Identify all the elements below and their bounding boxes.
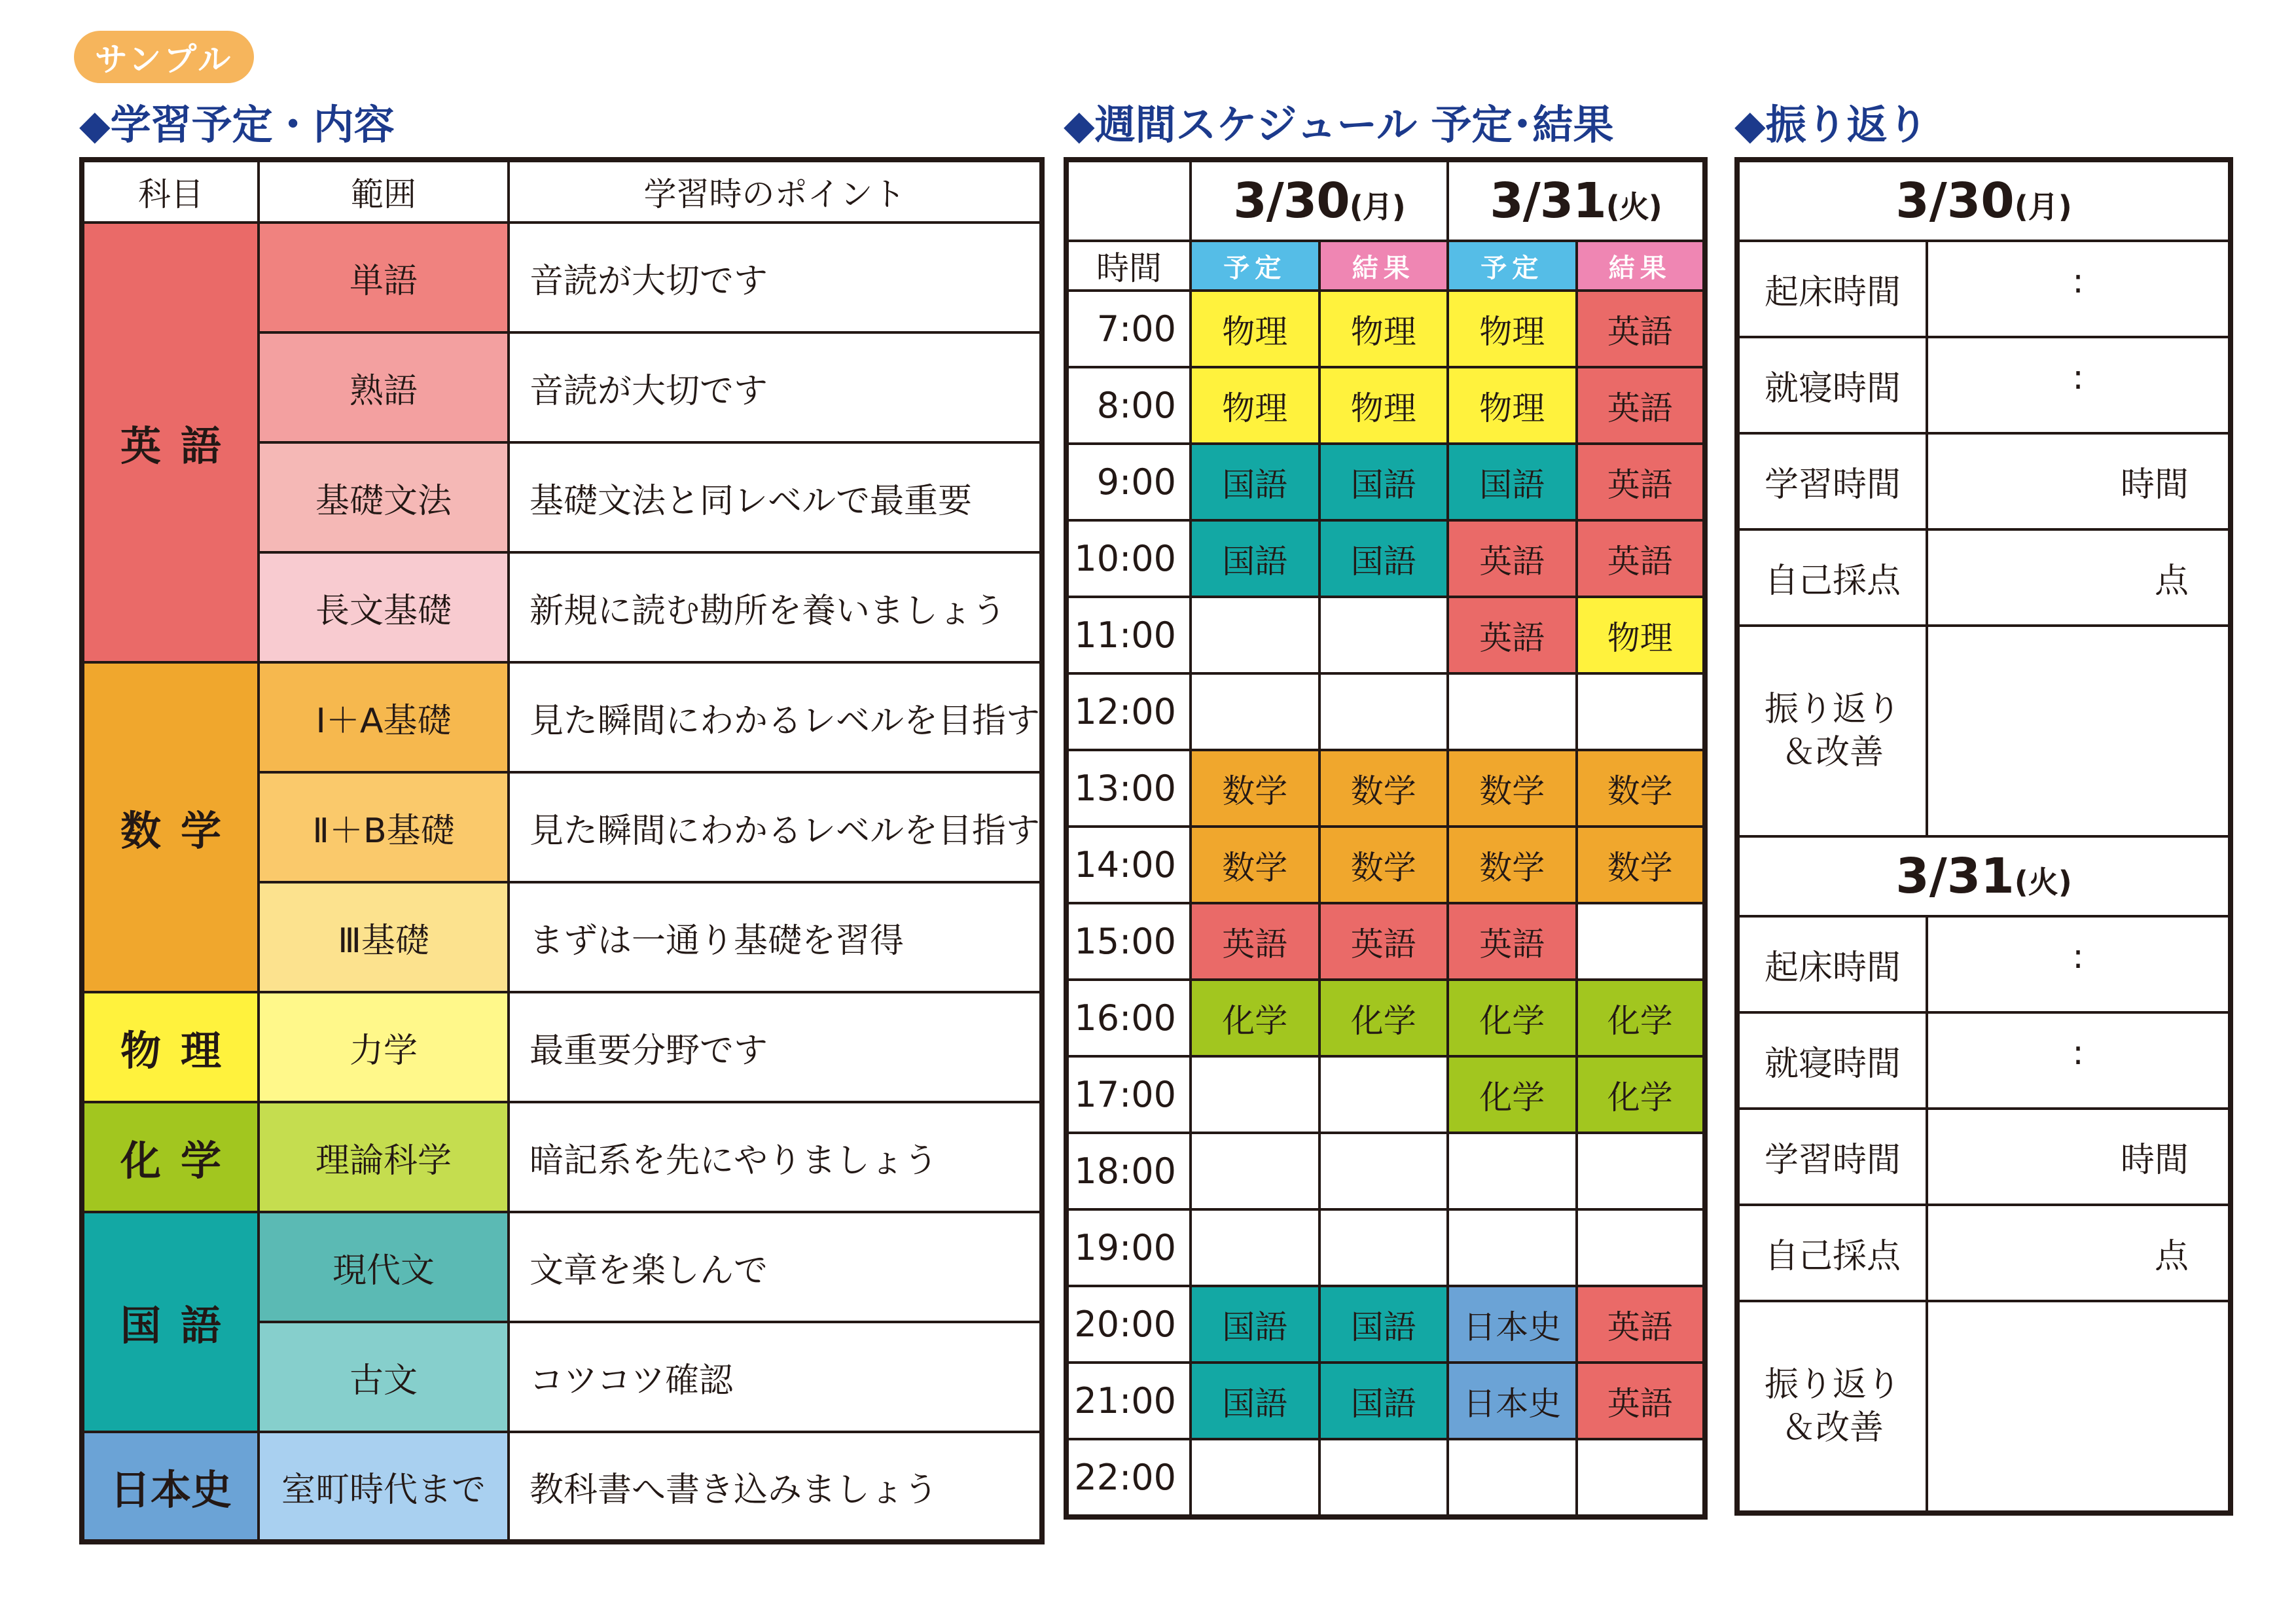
point-cell: 新規に読む勘所を養いましょう: [509, 552, 1042, 662]
schedule-cell[interactable]: 国語: [1191, 1363, 1319, 1439]
plan-row: [82, 223, 1042, 332]
reflection-day-2: 3/31(火): [1737, 836, 2231, 916]
schedule-cell[interactable]: [1448, 1209, 1577, 1286]
time-cell: 17:00: [1066, 1056, 1191, 1133]
study-label: 学習時間: [1737, 1109, 1927, 1205]
schedule-row: [1066, 520, 1705, 597]
range-cell: 長文基礎: [259, 552, 509, 662]
time-cell: 14:00: [1066, 827, 1191, 903]
schedule-cell[interactable]: [1577, 1439, 1706, 1517]
plan-row: [82, 1212, 1042, 1322]
reflection-review-row: [1737, 626, 2231, 836]
schedule-cell[interactable]: 国語: [1191, 520, 1319, 597]
schedule-cell[interactable]: 数学: [1319, 827, 1448, 903]
subject-cell: 物理: [82, 992, 259, 1102]
schedule-cell[interactable]: 国語: [1319, 1363, 1448, 1439]
schedule-cell[interactable]: 化学: [1319, 980, 1448, 1056]
range-cell: 室町時代まで: [259, 1432, 509, 1542]
schedule-cell[interactable]: 物理: [1448, 291, 1577, 367]
schedule-row: [1066, 1363, 1705, 1439]
point-cell: 基礎文法と同レベルで最重要: [509, 442, 1042, 552]
plan-label-day1: 予定: [1191, 241, 1319, 291]
reflection-wake-row: [1737, 916, 2231, 1012]
schedule-cell[interactable]: 日本史: [1448, 1363, 1577, 1439]
schedule-day-row: [1066, 160, 1705, 241]
time-cell: 10:00: [1066, 520, 1191, 597]
schedule-cell[interactable]: [1577, 673, 1706, 750]
time-cell: 21:00: [1066, 1363, 1191, 1439]
time-cell: 20:00: [1066, 1286, 1191, 1363]
subject-cell: 化学: [82, 1102, 259, 1212]
wake-label: 起床時間: [1737, 916, 1927, 1012]
time-cell: 12:00: [1066, 673, 1191, 750]
reflection-score-row: [1737, 1205, 2231, 1301]
schedule-cell[interactable]: 化学: [1448, 980, 1577, 1056]
schedule-cell[interactable]: [1191, 673, 1319, 750]
point-cell: 見た瞬間にわかるレベルを目指す: [509, 662, 1042, 772]
schedule-cell[interactable]: [1577, 1133, 1706, 1209]
plan-row: [82, 992, 1042, 1102]
schedule-cell[interactable]: 国語: [1319, 520, 1448, 597]
study-value[interactable]: 時間: [1927, 1109, 2231, 1205]
point-cell: まずは一通り基礎を習得: [509, 882, 1042, 992]
schedule-row: [1066, 827, 1705, 903]
schedule-cell[interactable]: 英語: [1577, 1286, 1706, 1363]
range-cell: 古文: [259, 1322, 509, 1432]
schedule-cell[interactable]: 英語: [1577, 1363, 1706, 1439]
reflection-table: [1734, 157, 2233, 1516]
schedule-cell[interactable]: 数学: [1577, 750, 1706, 827]
schedule-cell[interactable]: 国語: [1319, 1286, 1448, 1363]
schedule-cell[interactable]: 国語: [1319, 444, 1448, 520]
subject-cell: 英語: [82, 223, 259, 662]
range-cell: 基礎文法: [259, 442, 509, 552]
schedule-cell[interactable]: 物理: [1577, 597, 1706, 673]
reflection-review-row: [1737, 1301, 2231, 1513]
sample-badge: サンプル: [74, 31, 254, 83]
schedule-cell[interactable]: [1319, 1133, 1448, 1209]
schedule-cell[interactable]: 英語: [1191, 903, 1319, 980]
schedule-cell[interactable]: 国語: [1448, 444, 1577, 520]
schedule-cell[interactable]: 物理: [1448, 367, 1577, 444]
score-value[interactable]: 点: [1927, 529, 2231, 626]
wake-value[interactable]: :: [1927, 916, 2231, 1012]
schedule-cell[interactable]: [1448, 673, 1577, 750]
time-header: 時間: [1066, 241, 1191, 291]
weekly-schedule-table: [1064, 157, 1708, 1520]
schedule-cell[interactable]: [1319, 1439, 1448, 1517]
point-cell: 音読が大切です: [509, 332, 1042, 442]
schedule-row: [1066, 750, 1705, 827]
result-label-day2: 結果: [1577, 241, 1706, 291]
schedule-cell[interactable]: 物理: [1319, 367, 1448, 444]
reflection-day-1: 3/30(月): [1737, 160, 2231, 241]
schedule-cell[interactable]: 数学: [1577, 827, 1706, 903]
sleep-label: 就寝時間: [1737, 1012, 1927, 1109]
schedule-row: [1066, 367, 1705, 444]
review-label: 振り返り ＆改善: [1737, 626, 1927, 836]
schedule-cell[interactable]: 英語: [1448, 903, 1577, 980]
header-point: 学習時のポイント: [509, 160, 1042, 223]
header-range: 範囲: [259, 160, 509, 223]
schedule-row: [1066, 444, 1705, 520]
schedule-cell[interactable]: [1319, 673, 1448, 750]
range-cell: 理論科学: [259, 1102, 509, 1212]
score-value[interactable]: 点: [1927, 1205, 2231, 1301]
schedule-cell[interactable]: [1191, 597, 1319, 673]
range-cell: 単語: [259, 223, 509, 332]
schedule-cell[interactable]: [1577, 903, 1706, 980]
schedule-cell[interactable]: 国語: [1191, 444, 1319, 520]
range-cell: 現代文: [259, 1212, 509, 1322]
point-cell: 暗記系を先にやりましょう: [509, 1102, 1042, 1212]
schedule-row: [1066, 597, 1705, 673]
reflection-score-row: [1737, 529, 2231, 626]
schedule-cell[interactable]: 数学: [1448, 750, 1577, 827]
schedule-cell[interactable]: [1191, 1439, 1319, 1517]
time-cell: 15:00: [1066, 903, 1191, 980]
schedule-cell[interactable]: [1577, 1209, 1706, 1286]
reflection-sleep-row: [1737, 1012, 2231, 1109]
schedule-cell[interactable]: 日本史: [1448, 1286, 1577, 1363]
schedule-cell[interactable]: 化学: [1577, 980, 1706, 1056]
time-cell: 16:00: [1066, 980, 1191, 1056]
time-cell: 22:00: [1066, 1439, 1191, 1517]
schedule-cell[interactable]: [1191, 1209, 1319, 1286]
schedule-cell[interactable]: 英語: [1577, 367, 1706, 444]
schedule-row: [1066, 673, 1705, 750]
reflection-wake-row: [1737, 241, 2231, 337]
schedule-cell[interactable]: 物理: [1191, 367, 1319, 444]
time-cell: 19:00: [1066, 1209, 1191, 1286]
schedule-cell[interactable]: [1191, 1133, 1319, 1209]
schedule-cell[interactable]: 化学: [1191, 980, 1319, 1056]
range-cell: Ⅲ基礎: [259, 882, 509, 992]
range-cell: 熟語: [259, 332, 509, 442]
schedule-cell[interactable]: 数学: [1448, 827, 1577, 903]
time-cell: 18:00: [1066, 1133, 1191, 1209]
time-cell: 8:00: [1066, 367, 1191, 444]
schedule-row: [1066, 1209, 1705, 1286]
review-notes[interactable]: [1927, 1301, 2231, 1513]
time-cell: 11:00: [1066, 597, 1191, 673]
range-cell: Ⅰ＋A基礎: [259, 662, 509, 772]
schedule-cell[interactable]: 物理: [1319, 291, 1448, 367]
point-cell: 音読が大切です: [509, 223, 1042, 332]
schedule-cell[interactable]: [1319, 597, 1448, 673]
review-label: 振り返り ＆改善: [1737, 1301, 1927, 1513]
score-label: 自己採点: [1737, 529, 1927, 626]
review-notes[interactable]: [1927, 626, 2231, 836]
sleep-value[interactable]: :: [1927, 337, 2231, 433]
reflection-day-row: [1737, 836, 2231, 916]
schedule-cell[interactable]: 英語: [1319, 903, 1448, 980]
score-label: 自己採点: [1737, 1205, 1927, 1301]
plan-row: [82, 662, 1042, 772]
reflection-sleep-row: [1737, 337, 2231, 433]
schedule-cell[interactable]: [1448, 1133, 1577, 1209]
time-cell: 7:00: [1066, 291, 1191, 367]
schedule-cell[interactable]: 英語: [1448, 520, 1577, 597]
schedule-row: [1066, 1056, 1705, 1133]
point-cell: 見た瞬間にわかるレベルを目指す: [509, 772, 1042, 882]
plan-row: [82, 1432, 1042, 1542]
schedule-row: [1066, 903, 1705, 980]
schedule-cell[interactable]: 英語: [1448, 597, 1577, 673]
schedule-row: [1066, 980, 1705, 1056]
wake-value[interactable]: :: [1927, 241, 2231, 337]
schedule-corner: [1066, 160, 1191, 241]
schedule-cell[interactable]: 物理: [1191, 291, 1319, 367]
plan-label-day2: 予定: [1448, 241, 1577, 291]
plan-header-row: [82, 160, 1042, 223]
reflection-heading: ◆振り返り: [1734, 100, 1928, 149]
schedule-row: [1066, 1133, 1705, 1209]
subject-cell: 国語: [82, 1212, 259, 1432]
time-cell: 13:00: [1066, 750, 1191, 827]
sleep-value[interactable]: :: [1927, 1012, 2231, 1109]
schedule-cell[interactable]: 国語: [1191, 1286, 1319, 1363]
header-subject: 科目: [82, 160, 259, 223]
plan-row: [82, 1102, 1042, 1212]
schedule-row: [1066, 291, 1705, 367]
study-label: 学習時間: [1737, 433, 1927, 529]
reflection-day-row: [1737, 160, 2231, 241]
result-label-day1: 結果: [1319, 241, 1448, 291]
study-plan-table: [79, 157, 1045, 1544]
study-value[interactable]: 時間: [1927, 433, 2231, 529]
schedule-cell[interactable]: 英語: [1577, 291, 1706, 367]
plan-heading: ◆学習予定・内容: [79, 100, 395, 149]
schedule-row: [1066, 1439, 1705, 1517]
wake-label: 起床時間: [1737, 241, 1927, 337]
schedule-cell[interactable]: [1191, 1056, 1319, 1133]
schedule-cell[interactable]: [1448, 1439, 1577, 1517]
schedule-cell[interactable]: [1319, 1209, 1448, 1286]
subject-cell: 日本史: [82, 1432, 259, 1542]
point-cell: 最重要分野です: [509, 992, 1042, 1102]
schedule-cell[interactable]: 化学: [1448, 1056, 1577, 1133]
point-cell: 文章を楽しんで: [509, 1212, 1042, 1322]
schedule-heading: ◆週間スケジュール 予定･結果: [1064, 100, 1614, 149]
schedule-cell[interactable]: 数学: [1191, 750, 1319, 827]
sleep-label: 就寝時間: [1737, 337, 1927, 433]
schedule-cell[interactable]: [1319, 1056, 1448, 1133]
schedule-cell[interactable]: 化学: [1577, 1056, 1706, 1133]
range-cell: 力学: [259, 992, 509, 1102]
time-cell: 9:00: [1066, 444, 1191, 520]
reflection-study-row: [1737, 433, 2231, 529]
schedule-cell[interactable]: 英語: [1577, 444, 1706, 520]
schedule-day-2: 3/31(火): [1448, 160, 1705, 241]
schedule-label-row: [1066, 241, 1705, 291]
schedule-row: [1066, 1286, 1705, 1363]
schedule-cell[interactable]: 数学: [1191, 827, 1319, 903]
schedule-cell[interactable]: 英語: [1577, 520, 1706, 597]
point-cell: 教科書へ書き込みましょう: [509, 1432, 1042, 1542]
schedule-day-1: 3/30(月): [1191, 160, 1448, 241]
subject-cell: 数学: [82, 662, 259, 992]
point-cell: コツコツ確認: [509, 1322, 1042, 1432]
reflection-study-row: [1737, 1109, 2231, 1205]
schedule-cell[interactable]: 数学: [1319, 750, 1448, 827]
range-cell: Ⅱ＋B基礎: [259, 772, 509, 882]
